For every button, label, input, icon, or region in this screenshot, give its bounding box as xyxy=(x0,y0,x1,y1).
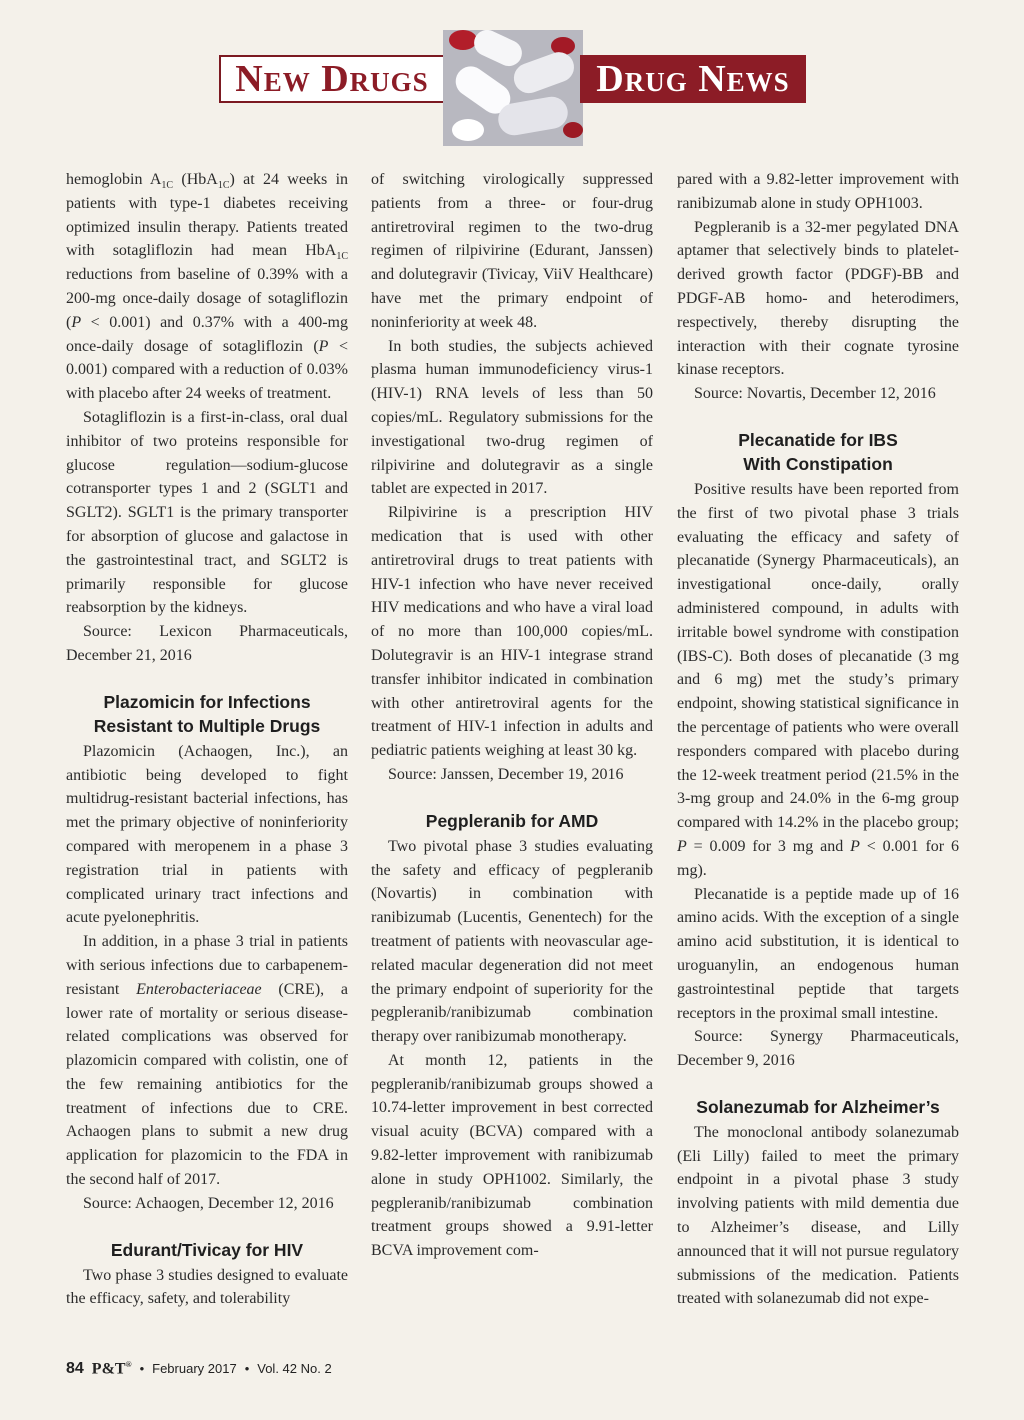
column-1 xyxy=(66,168,348,1311)
paragraph: The monoclonal antibody solanezumab (Eli Lilly) failed to meet the primary endpoint in a pivotal phase 3 study involving patients with mild dementia due to Alzheimer’s disease, and Lilly announced that it will not pursue regulatory submissions of the medication. Patients treated with solanezumab did not expe- xyxy=(677,1123,959,1308)
italic-p: P xyxy=(677,837,687,855)
paragraph: At month 12, patients in the pegpleranib/ranibizumab groups showed a 10.74-letter improvement in best corrected visual acuity (BCVA) compared with a 9.82-letter improvement with ranibizumab alone in study OPH1002. Similarly, the pegpleranib/ranibizumab combination treatment groups showed a 9.91-letter BCVA improvement com- xyxy=(371,1051,653,1260)
italic-term: Enterobacteriaceae xyxy=(136,980,262,998)
paragraph xyxy=(66,930,348,1192)
source-line: Source: Novartis, December 12, 2016 xyxy=(694,385,936,403)
paragraph: In both studies, the subjects achieved plasma human immunodeficiency virus-1 (HIV-1) RNA levels of less than 50 copies/mL. Regulatory submissions for the investigational two-drug regimen of rilpivirine and dolutegravir as a single tablet are expected in 2017. xyxy=(371,337,653,498)
paragraph: Pegpleranib is a 32-mer pegylated DNA aptamer that selectively binds to platelet-derived growth factor (PDGF)-BB and PDGF-AB homo- and heterodimers, respectively, thereby disrupting the interaction with their cognate tyrosine kinase receptors. xyxy=(677,218,959,379)
paragraph: Plecanatide is a peptide made up of 16 amino acids. With the exception of a single amino acid substitution, it is identical to uroguanylin, an endogenous human gastrointestinal peptide that targets receptors in the proximal small intestine. xyxy=(677,885,959,1022)
paragraph: Rilpivirine is a prescription HIV medication that is used with other antiretroviral drugs to treat patients with HIV-1 infection who have never received HIV medications and who have a viral load of no more than 100,000 copies/mL. Dolutegravir is an HIV-1 integrase strand transfer inhibitor indicated in combination with other antiretroviral agents for the treatment of HIV-1 infection in adults and pediatric patients weighing at least 30 kg. xyxy=(371,504,653,760)
italic-p: P xyxy=(71,313,82,331)
source-line: Source: Lexicon Pharmaceuticals, December 21, 2016 xyxy=(66,623,348,664)
journal-name xyxy=(92,1360,132,1378)
text: In addition, in a phase 3 trial in patients with serious infections due to carbapenem-resistant xyxy=(66,933,348,998)
text: = 0.009 for 3 mg and xyxy=(686,837,851,855)
paragraph: pared with a 9.82-letter improvement with ranibizumab alone in study OPH1003. xyxy=(677,171,959,212)
column-2 xyxy=(371,168,653,1263)
text: Positive results have been reported from the first of two pivotal phase 3 trials evaluating the efficacy and safety of plecanatide (Synergy Pharmaceuticals), an investigational once-daily, orally administered compound, in adults with irritable bowel syndrome with constipation (IBS-C). Both doses of plecanatide (3 mg and 6 mg) met the study’s primary endpoint, showing statistical significance in the percentage of patients who were overall responders compared with placebo during the 12-week treatment period (21.5% in the 3-mg group and 24.0% in the 6-mg group compared with 14.2% in the placebo group; xyxy=(677,480,959,832)
source-line: Source: Synergy Pharmaceuticals, December 9, 2016 xyxy=(677,1028,959,1070)
pills-image xyxy=(443,30,583,146)
text: (CRE), a lower rate of mortality or serious disease-related complications was observed for plazomicin compared with colistin, one of the few remaining antibiotics for the treatment of infections due to CRE. Achaogen plans to submit a new drug application for plazomicin to the FDA in the second half of 2017. xyxy=(66,980,348,1189)
paragraph xyxy=(66,168,348,406)
heading-line: Plazomicin for Infections xyxy=(103,691,311,712)
drug-news-banner: Drug News xyxy=(580,55,806,103)
header xyxy=(0,0,1024,160)
paragraph xyxy=(677,478,959,883)
page-number: 84 xyxy=(66,1360,84,1378)
section-heading-plazomicin xyxy=(66,690,348,738)
source-line: Source: Janssen, December 19, 2016 xyxy=(388,765,624,783)
paragraph: Two pivotal phase 3 studies evaluating the safety and efficacy of pegpleranib (Novartis) in combination with ranibizumab (Lucentis, Genentech) for the treatment of patients with neovascular age-related macular degeneration did not meet the primary endpoint of superiority for the pegpleranib/ranibizumab combination therapy over ranibizumab monotherapy. xyxy=(371,837,653,1046)
italic-p: P xyxy=(318,337,329,355)
heading-line: With Constipation xyxy=(743,453,893,474)
text: < 0.001) compared with a reduction of 0.03% with placebo after 24 weeks of treatment. xyxy=(66,337,348,403)
section-heading-edurant: Edurant/Tivicay for HIV xyxy=(110,1239,304,1260)
bullet: • xyxy=(244,1361,250,1377)
section-heading-pegpleranib: Pegpleranib for AMD xyxy=(425,810,599,831)
section-heading-plecanatide xyxy=(677,428,959,476)
paragraph: Sotagliflozin is a first-in-class, oral dual inhibitor of two proteins responsible for glucose regulation—sodium-glucose cotransporter types 1 and 2 (SGLT1 and SGLT2). SGLT1 is the primary transporter for absorption of glucose and galactose in the gastrointestinal tract, and SGLT2 is primarily responsible for glucose reabsorption by the kidneys. xyxy=(66,408,348,617)
text: hemoglobin A xyxy=(66,171,162,188)
subscript: 1C xyxy=(336,251,348,263)
text: (HbA xyxy=(173,171,218,188)
subscript: 1C xyxy=(217,180,230,192)
new-drugs-banner: New Drugs xyxy=(219,55,445,103)
volume-info: Vol. 42 No. 2 xyxy=(257,1361,332,1377)
text: reductions from baseline of 0.39% with a 200-mg once-daily dosage of sotagliflozin ( xyxy=(66,266,348,331)
registered-mark: ® xyxy=(125,1360,132,1369)
italic-p: P xyxy=(850,837,860,855)
heading-line: Resistant to Multiple Drugs xyxy=(93,715,321,736)
text: < 0.001 for 6 mg). xyxy=(677,837,959,879)
subscript: 1C xyxy=(161,180,174,192)
paragraph: of switching virologically suppressed patients from a three- or four-drug antiretroviral regimen to the two-drug regimen of rilpivirine (Edurant, Janssen) and dolutegravir (Tivicay, ViiV Healthcare) have met the primary endpoint of noninferiority at week 48. xyxy=(371,171,653,331)
pills-photo xyxy=(443,30,583,146)
text: < 0.001) and 0.37% with a 400-mg once-daily dosage of sotagliflozin ( xyxy=(66,313,348,355)
column-3 xyxy=(677,168,959,1311)
paragraph: Two phase 3 studies designed to evaluate the efficacy, safety, and tolerability xyxy=(66,1266,348,1308)
page-footer xyxy=(66,1360,332,1378)
heading-line: Plecanatide for IBS xyxy=(738,429,898,450)
source-line: Source: Achaogen, December 12, 2016 xyxy=(83,1194,334,1212)
journal-title: P&T xyxy=(91,1360,126,1378)
bullet: • xyxy=(139,1361,145,1377)
text: ) at 24 weeks in patients with type-1 diabetes receiving optimized insulin therapy. Patients treated with sotagliflozin had mean HbA xyxy=(66,171,349,260)
section-heading-solanezumab: Solanezumab for Alzheimer’s xyxy=(696,1096,940,1117)
paragraph: Plazomicin (Achaogen, Inc.), an antibiotic being developed to fight multidrug-resistant bacterial infections, has met the primary objective of noninferiority compared with meropenem in a phase 3 registration trial in patients with complicated urinary tract infections and acute pyelonephritis. xyxy=(66,742,348,927)
issue-date: February 2017 xyxy=(152,1361,237,1377)
